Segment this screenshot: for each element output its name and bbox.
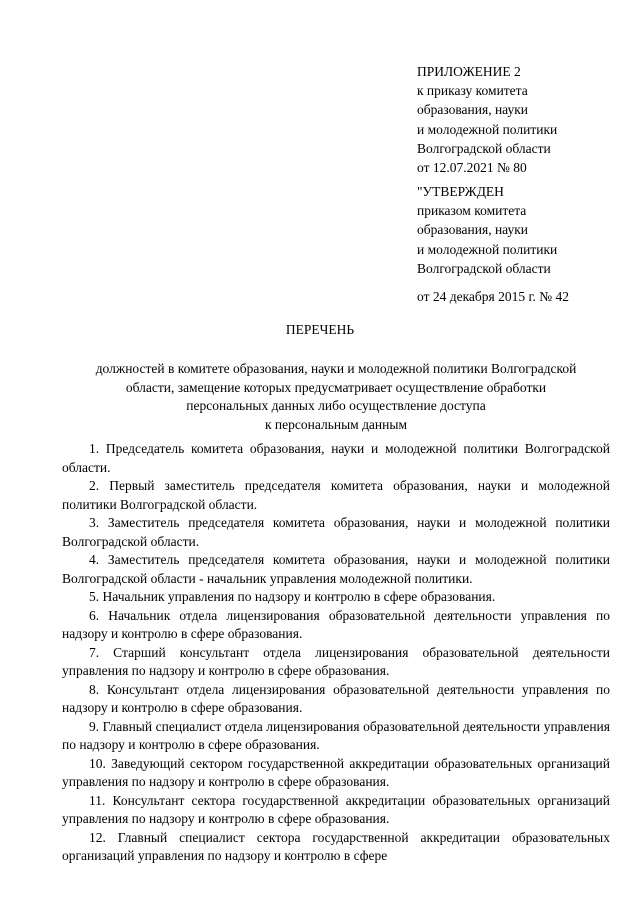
appendix-block — [417, 62, 557, 177]
list-item: 7. Старший консультант отдела лицензирования образовательной деятельности управления по надзору и контролю в сфере образования. — [62, 644, 610, 678]
list-item: 10. Заведующий сектором государственной аккредитации образовательных организаций управления по надзору и контролю в сфере образования. — [62, 755, 610, 789]
order-date: от 24 декабря 2015 г. № 42 — [417, 289, 570, 304]
list-item: 4. Заместитель председателя комитета образования, науки и молодежной политики Волгоградской области - начальник управления молодежной политики. — [62, 552, 610, 586]
appendix-line: от 12.07.2021 № 80 — [417, 160, 527, 176]
list-item: 6. Начальник отдела лицензирования образовательной деятельности управления по надзору и контролю в сфере образования. — [62, 607, 610, 641]
list-item: 8. Консультант отдела лицензирования образовательной деятельности управления по надзору и контролю в сфере образования. — [62, 681, 610, 715]
appendix-line: Волгоградской области — [417, 140, 551, 156]
subtitle-line: области, замещение которых предусматривает осуществление обработки — [125, 379, 547, 395]
appendix-line: и молодежной политики — [417, 121, 558, 137]
subtitle-line: персональных данных либо осуществление доступа — [186, 398, 486, 414]
list-item: 1. Председатель комитета образования, науки и молодежной политики Волгоградской области. — [62, 441, 610, 475]
list-item: 5. Начальник управления по надзору и контролю в сфере образования. — [89, 589, 496, 604]
approved-line: Волгоградской области — [417, 260, 551, 276]
document-title: ПЕРЕЧЕНЬ — [285, 322, 355, 337]
approved-line: образования, науки — [417, 222, 529, 238]
approved-block — [417, 182, 557, 278]
list-item: 11. Консультант сектора государственной аккредитации образовательных организаций управления по надзору и контролю в сфере образования. — [62, 792, 610, 826]
appendix-line: ПРИЛОЖЕНИЕ 2 — [417, 64, 521, 79]
list-item: 12. Главный специалист сектора государственной аккредитации образовательных организаций управления по надзору и контролю в сфере — [62, 829, 610, 863]
list-item: 9. Главный специалист отдела лицензирования образовательной деятельности управления по надзору и контролю в сфере образования. — [62, 718, 610, 752]
document-subtitle — [62, 360, 610, 434]
positions-list — [62, 440, 610, 866]
subtitle-line: к персональным данным — [264, 416, 407, 432]
approved-line: приказом комитета — [417, 203, 527, 219]
approved-line: и молодежной политики — [417, 241, 558, 257]
appendix-line: к приказу комитета — [417, 83, 528, 99]
list-item: 3. Заместитель председателя комитета образования, науки и молодежной политики Волгоградской области. — [62, 515, 610, 549]
subtitle-line: должностей в комитете образования, науки и молодежной политики Волгоградской — [95, 361, 577, 376]
list-item: 2. Первый заместитель председателя комитета образования, науки и молодежной политики Волгоградской области. — [62, 478, 610, 512]
approved-line: "УТВЕРЖДЕН — [417, 184, 504, 199]
appendix-line: образования, науки — [417, 102, 529, 118]
